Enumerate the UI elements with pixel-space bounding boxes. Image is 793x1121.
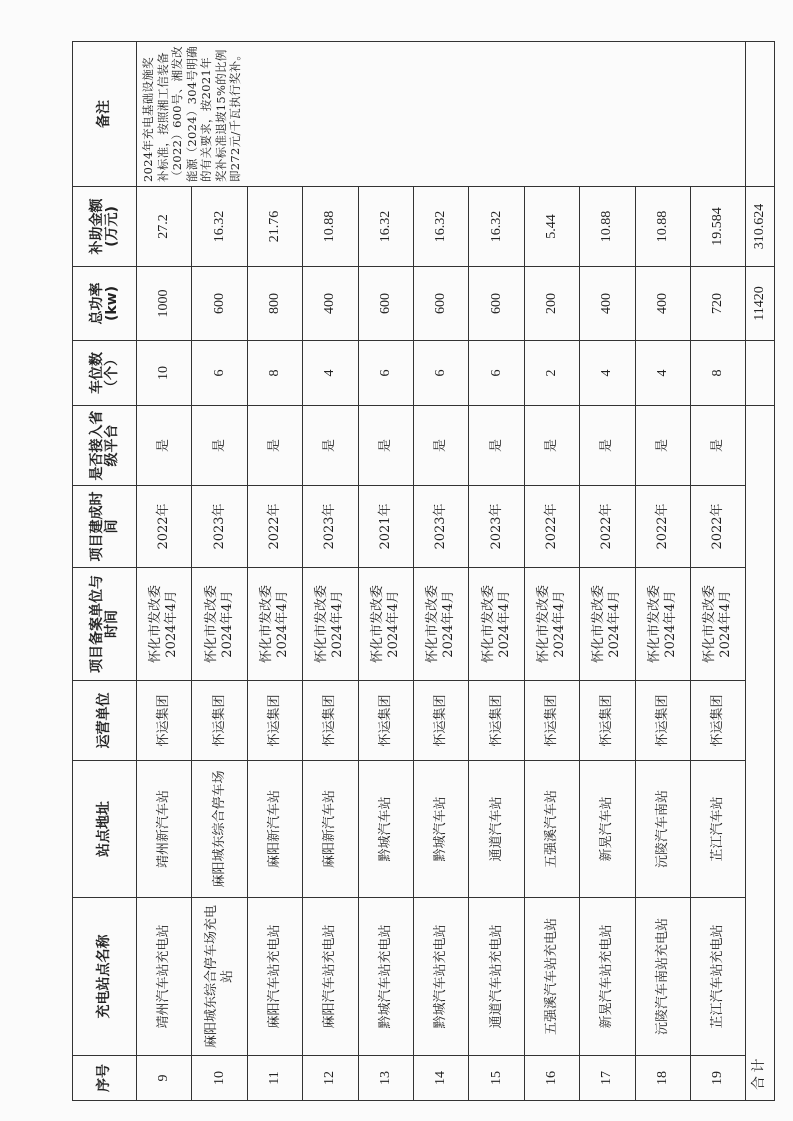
cell-subsidy: 10.88	[635, 187, 690, 267]
cell-filing: 怀化市发改委2024年4月	[413, 568, 468, 681]
header-note: 备注	[73, 42, 137, 187]
cell-built: 2023年	[303, 486, 358, 568]
cell-spaces: 8	[690, 341, 745, 406]
cell-power: 400	[635, 267, 690, 341]
cell-address: 黔城汽车站	[413, 761, 468, 898]
cell-power: 400	[303, 267, 358, 341]
cell-connected: 是	[303, 406, 358, 486]
cell-connected: 是	[635, 406, 690, 486]
cell-power: 400	[580, 267, 635, 341]
cell-seq: 9	[137, 1056, 192, 1101]
cell-seq: 12	[303, 1056, 358, 1101]
cell-spaces: 10	[137, 341, 192, 406]
cell-built: 2021年	[358, 486, 413, 568]
cell-power: 720	[690, 267, 745, 341]
cell-spaces: 6	[413, 341, 468, 406]
cell-built: 2022年	[524, 486, 579, 568]
table-row	[580, 42, 635, 1101]
cell-subsidy: 27.2	[137, 187, 192, 267]
cell-address: 麻阳城东综合停车场	[192, 761, 247, 898]
cell-operator: 怀运集团	[469, 681, 524, 761]
total-power: 11420	[746, 267, 775, 341]
cell-filing: 怀化市发改委2024年4月	[524, 568, 579, 681]
cell-operator: 怀运集团	[580, 681, 635, 761]
table-row	[469, 42, 524, 1101]
header-spaces: 车位数（个）	[73, 341, 137, 406]
total-row	[746, 42, 775, 1101]
table-row	[137, 42, 192, 1101]
cell-station-name: 麻阳汽车站充电站	[303, 898, 358, 1056]
cell-connected: 是	[690, 406, 745, 486]
charging-station-subsidy-table	[72, 41, 775, 1101]
cell-note: 2024年充电基础设施奖补标准，按照湘工信装备（2022）600号、湘发改能源（2024）304号明确的有关要求，按2021年奖补标准退坡15%的比例即272元/千瓦执行奖补。	[137, 42, 746, 187]
cell-filing: 怀化市发改委2024年4月	[635, 568, 690, 681]
cell-filing: 怀化市发改委2024年4月	[247, 568, 302, 681]
cell-built: 2022年	[247, 486, 302, 568]
cell-address: 麻阳新汽车站	[303, 761, 358, 898]
total-spaces	[746, 341, 775, 406]
cell-power: 600	[469, 267, 524, 341]
cell-connected: 是	[580, 406, 635, 486]
rotated-table-container	[72, 42, 775, 1101]
cell-filing: 怀化市发改委2024年4月	[358, 568, 413, 681]
cell-power: 800	[247, 267, 302, 341]
cell-seq: 14	[413, 1056, 468, 1101]
header-station-name: 充电站点名称	[73, 898, 137, 1056]
cell-subsidy: 21.76	[247, 187, 302, 267]
cell-station-name: 沅陵汽车南站充电站	[635, 898, 690, 1056]
header-connected: 是否接入省级平台	[73, 406, 137, 486]
cell-built: 2023年	[469, 486, 524, 568]
header-filing: 项目备案单位与时间	[73, 568, 137, 681]
cell-seq: 10	[192, 1056, 247, 1101]
table-row	[524, 42, 579, 1101]
cell-address: 靖州新汽车站	[137, 761, 192, 898]
cell-filing: 怀化市发改委2024年4月	[580, 568, 635, 681]
cell-operator: 怀运集团	[192, 681, 247, 761]
cell-spaces: 4	[303, 341, 358, 406]
cell-built: 2022年	[635, 486, 690, 568]
table-row	[358, 42, 413, 1101]
cell-subsidy: 5.44	[524, 187, 579, 267]
cell-connected: 是	[247, 406, 302, 486]
header-built: 项目建成时间	[73, 486, 137, 568]
cell-station-name: 新晃汽车站充电站	[580, 898, 635, 1056]
cell-station-name: 芷江汽车站充电站	[690, 898, 745, 1056]
cell-spaces: 8	[247, 341, 302, 406]
table-row	[192, 42, 247, 1101]
cell-subsidy: 16.32	[413, 187, 468, 267]
table-row	[303, 42, 358, 1101]
cell-seq: 11	[247, 1056, 302, 1101]
cell-connected: 是	[137, 406, 192, 486]
cell-subsidy: 16.32	[358, 187, 413, 267]
total-label: 合 计	[746, 406, 775, 1101]
cell-subsidy: 10.88	[303, 187, 358, 267]
cell-power: 1000	[137, 267, 192, 341]
cell-seq: 16	[524, 1056, 579, 1101]
cell-connected: 是	[413, 406, 468, 486]
cell-station-name: 黔城汽车站充电站	[413, 898, 468, 1056]
cell-address: 沅陵汽车南站	[635, 761, 690, 898]
header-operator: 运营单位	[73, 681, 137, 761]
cell-filing: 怀化市发改委2024年4月	[303, 568, 358, 681]
cell-filing: 怀化市发改委2024年4月	[469, 568, 524, 681]
table-row	[635, 42, 690, 1101]
table-row	[690, 42, 745, 1101]
cell-operator: 怀运集团	[690, 681, 745, 761]
cell-power: 600	[192, 267, 247, 341]
cell-station-name: 靖州汽车站充电站	[137, 898, 192, 1056]
cell-connected: 是	[469, 406, 524, 486]
cell-seq: 13	[358, 1056, 413, 1101]
cell-spaces: 2	[524, 341, 579, 406]
cell-station-name: 麻阳汽车站充电站	[247, 898, 302, 1056]
cell-spaces: 6	[192, 341, 247, 406]
cell-station-name: 黔城汽车站充电站	[358, 898, 413, 1056]
cell-built: 2022年	[580, 486, 635, 568]
header-address: 站点地址	[73, 761, 137, 898]
cell-address: 芷江汽车站	[690, 761, 745, 898]
table-header-row	[73, 42, 137, 1101]
cell-built: 2023年	[192, 486, 247, 568]
cell-connected: 是	[524, 406, 579, 486]
cell-operator: 怀运集团	[358, 681, 413, 761]
cell-seq: 17	[580, 1056, 635, 1101]
cell-connected: 是	[358, 406, 413, 486]
total-note	[746, 42, 775, 187]
cell-operator: 怀运集团	[137, 681, 192, 761]
cell-seq: 18	[635, 1056, 690, 1101]
cell-filing: 怀化市发改委2024年4月	[137, 568, 192, 681]
cell-seq: 19	[690, 1056, 745, 1101]
cell-address: 黔城汽车站	[358, 761, 413, 898]
cell-spaces: 4	[580, 341, 635, 406]
cell-operator: 怀运集团	[524, 681, 579, 761]
cell-address: 通道汽车站	[469, 761, 524, 898]
cell-built: 2022年	[690, 486, 745, 568]
cell-subsidy: 16.32	[469, 187, 524, 267]
cell-connected: 是	[192, 406, 247, 486]
cell-filing: 怀化市发改委2024年4月	[192, 568, 247, 681]
cell-subsidy: 16.32	[192, 187, 247, 267]
cell-operator: 怀运集团	[413, 681, 468, 761]
header-subsidy: 补助金额(万元)	[73, 187, 137, 267]
cell-built: 2023年	[413, 486, 468, 568]
header-power: 总功率(kw)	[73, 267, 137, 341]
cell-subsidy: 19.584	[690, 187, 745, 267]
header-seq: 序号	[73, 1056, 137, 1101]
cell-power: 200	[524, 267, 579, 341]
cell-station-name: 通道汽车站充电站	[469, 898, 524, 1056]
cell-power: 600	[413, 267, 468, 341]
cell-spaces: 6	[358, 341, 413, 406]
cell-address: 五强溪汽车站	[524, 761, 579, 898]
cell-spaces: 4	[635, 341, 690, 406]
cell-station-name: 五强溪汽车站充电站	[524, 898, 579, 1056]
cell-spaces: 6	[469, 341, 524, 406]
cell-built: 2022年	[137, 486, 192, 568]
cell-operator: 怀运集团	[303, 681, 358, 761]
cell-operator: 怀运集团	[247, 681, 302, 761]
cell-filing: 怀化市发改委2024年4月	[690, 568, 745, 681]
table-row	[247, 42, 302, 1101]
cell-address: 新晃汽车站	[580, 761, 635, 898]
cell-address: 麻阳新汽车站	[247, 761, 302, 898]
cell-seq: 15	[469, 1056, 524, 1101]
total-subsidy: 310.624	[746, 187, 775, 267]
cell-station-name: 麻阳城东综合停车场充电站	[192, 898, 247, 1056]
cell-operator: 怀运集团	[635, 681, 690, 761]
table-row	[413, 42, 468, 1101]
cell-power: 600	[358, 267, 413, 341]
cell-subsidy: 10.88	[580, 187, 635, 267]
